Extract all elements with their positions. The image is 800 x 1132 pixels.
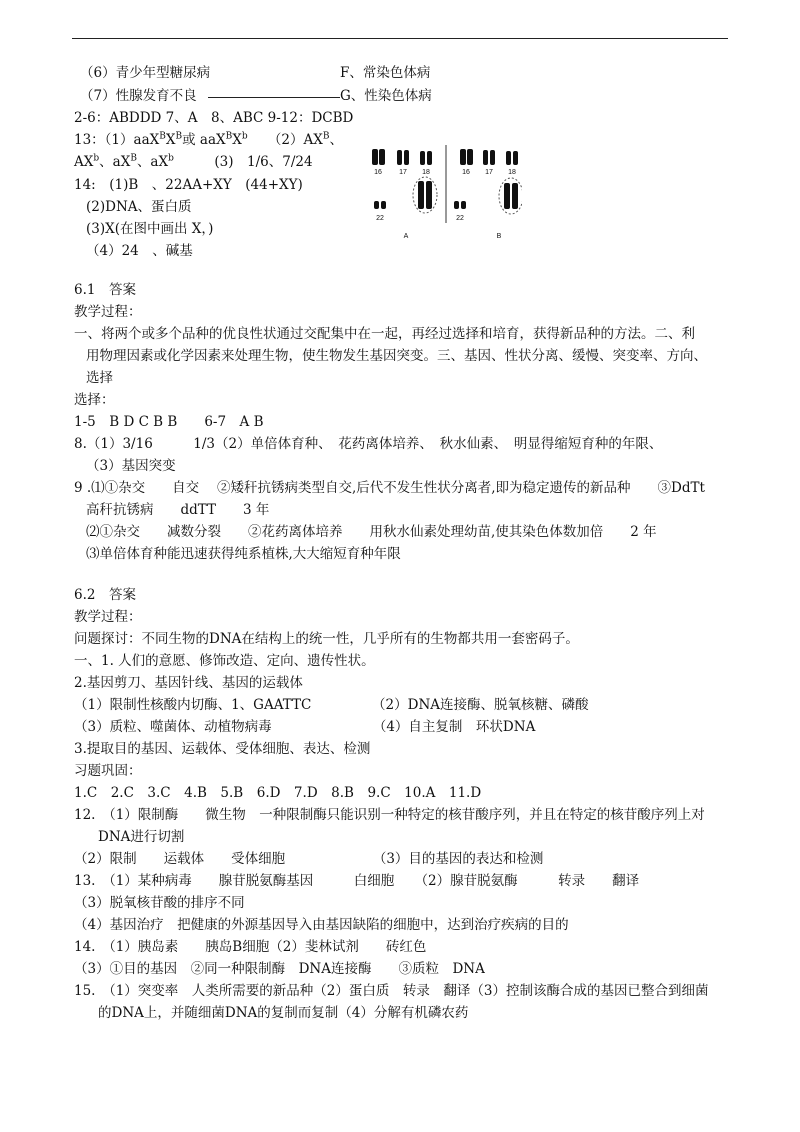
- s62-item-2a: （1）限制性核酸内切酶、1、GAATTC （2）DNA连接酶、脱氧核糖、磷酸: [74, 697, 589, 713]
- chromosome-18-a-trisomy: [418, 181, 432, 209]
- s61-choice-label: 选择：: [74, 392, 115, 408]
- s62-q14-line-1: 14. （1）胰岛素 胰岛B细胞（2）斐林试剂 砖红色: [74, 939, 427, 955]
- line-6-right: F、常染色体病: [340, 65, 431, 81]
- s61-para-1: 一、将两个或多个品种的优良性状通过交配集中在一起，再经过选择和培育，获得新品种的方法。二、利: [74, 326, 695, 342]
- label-16-b: 16: [462, 169, 470, 176]
- label-17-b: 17: [485, 169, 493, 176]
- s61-q9-line-1: 9 .⑴①杂交 自交 ②矮秆抗锈病类型自交,后代不发生性状分离者,即为稳定遗传的新品种 ③DdTt: [74, 480, 705, 496]
- q13-line-2: $AX^b$、$aX^B$、$aX^b$ (3) 1/6、7/24: [74, 153, 313, 170]
- s61-para-3: 选择: [86, 370, 113, 386]
- header-rule: [72, 38, 728, 39]
- chromosome-group-a-top: [372, 149, 432, 165]
- s62-q15-line-1: 15. （1）突变率 人类所需要的新品种（2）蛋白质 转录 翻译（3）控制该酶合成的基因已整合到细菌: [74, 983, 709, 999]
- label-18-a: 18: [422, 169, 430, 176]
- s62-q12-line-1: 12. （1）限制酶 微生物 一种限制酶只能识别一种特定的核苷酸序列，并且在特定的核苷酸序列上对: [74, 807, 705, 823]
- s62-item-2b: （3）质粒、噬菌体、动植物病毒 （4）自主复制 环状DNA: [74, 719, 536, 735]
- section-6-1-process: 教学过程：: [74, 304, 142, 320]
- q13-line-1: 13：$(1)aaX^BX^B$或 $aaX^BX^b$ $(2)AX^B$、: [74, 131, 343, 148]
- match-connector-line: [208, 97, 340, 98]
- circle-mark-a: [413, 177, 437, 213]
- label-22-b: 22: [456, 215, 464, 222]
- s62-q13-line-3: （4）基因治疗 把健康的外源基因导入由基因缺陷的细胞中，达到治疗疾病的目的: [74, 917, 569, 933]
- answers-2-12: 2-6：ABDDD 7、A 8、ABC 9-12：DCBD: [74, 110, 354, 126]
- s62-item-3: 3.提取目的基因、运载体、受体细胞、表达、检测: [74, 741, 371, 757]
- section-6-1-title: 6.1 答案: [74, 282, 136, 298]
- s62-q14-line-2: （3）①目的基因 ②同一种限制酶 DNA连接酶 ③质粒 DNA: [74, 961, 485, 977]
- s61-q8-line-1: 8.（1）3/16 1/3（2）单倍体育种、 花药离体培养、 秋水仙素、 明显得缩短育种的年限、: [74, 436, 663, 452]
- group-label-a: A: [403, 233, 409, 240]
- label-22-a: 22: [376, 215, 384, 222]
- line-7-left: （7）性腺发育不良: [80, 88, 197, 104]
- s62-item-1: 一、1. 人们的意愿、修饰改造、定向、遗传性状。: [74, 653, 375, 669]
- s62-item-2: 2.基因剪刀、基因针线、基因的运载体: [74, 675, 303, 691]
- s62-q12-line-3: （2）限制 运载体 受体细胞 （3）目的基因的表达和检测: [74, 851, 544, 867]
- s62-q13-line-1: 13. （1）某种病毒 腺苷脱氨酶基因 白细胞 （2）腺苷脱氨酶 转录 翻译: [74, 873, 640, 889]
- group-label-b: B: [496, 233, 502, 240]
- s61-q9-line-4: ⑶单倍体育种能迅速获得纯系植株,大大缩短育种年限: [86, 546, 401, 562]
- section-6-2-title: 6.2 答案: [74, 587, 136, 603]
- s62-inquiry: 问题探讨：不同生物的DNA在结构上的统一性，几乎所有的生物都共用一套密码子。: [74, 631, 579, 647]
- karyotype-figure: [362, 143, 522, 243]
- line-7-right: G、性染色体病: [340, 88, 432, 104]
- s61-q8-line-2: （3）基因突变: [86, 458, 176, 474]
- s62-q12-line-2: DNA进行切割: [98, 829, 185, 845]
- s61-choice-answers: 1-5 B D C B B 6-7 A B: [74, 414, 264, 430]
- q14-line-2: (2)DNA、蛋白质: [86, 199, 192, 215]
- chromosome-18-b-trisomy: [504, 183, 518, 209]
- s62-answers: 1.C 2.C 3.C 4.B 5.B 6.D 7.D 8.B 9.C 10.A 11.D: [74, 785, 482, 801]
- circle-mark-b: [499, 178, 522, 214]
- s62-q15-line-2: 的DNA上，并随细菌DNA的复制而复制（4）分解有机磷农药: [98, 1005, 469, 1021]
- s61-q9-line-2: 高秆抗锈病 ddTT 3 年: [86, 502, 270, 518]
- q14-line-4: （4）24 、碱基: [86, 243, 193, 259]
- label-17-a: 17: [399, 169, 407, 176]
- section-6-2-process: 教学过程：: [74, 609, 142, 625]
- label-16-a: 16: [374, 169, 382, 176]
- label-18-b: 18: [508, 169, 516, 176]
- s61-q9-line-3: ⑵①杂交 减数分裂 ②花药离体培养 用秋水仙素处理幼苗,使其染色体数加倍 2 年: [86, 524, 657, 540]
- q14-line-3: (3)X(在图中画出 X，): [86, 221, 214, 237]
- s62-practice-label: 习题巩固：: [74, 763, 142, 779]
- s61-para-2: 用物理因素或化学因素来处理生物，使生物发生基因突变。三、基因、性状分离、缓慢、突变率、方向、: [86, 348, 707, 364]
- chromosome-group-b-top: [460, 149, 518, 165]
- q14-line-1: 14: (1)B 、22AA+XY (44+XY): [74, 177, 303, 193]
- s62-q13-line-2: （3）脱氧核苷酸的排序不同: [74, 895, 245, 911]
- line-6-left: （6）青少年型糖尿病: [80, 65, 211, 81]
